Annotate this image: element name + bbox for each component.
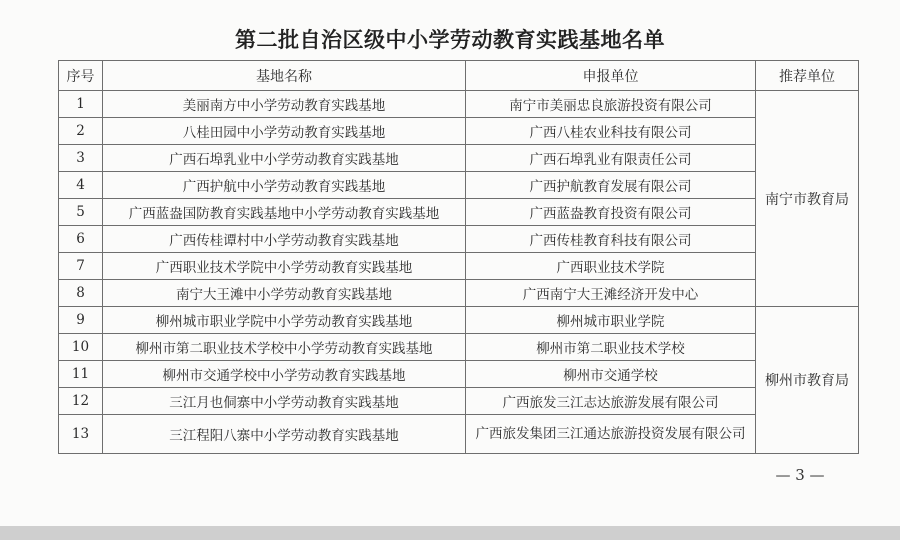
- table-header-row: [59, 61, 859, 91]
- applicant: 广西传桂教育科技有限公司: [466, 226, 756, 253]
- row-index: 2: [59, 118, 103, 145]
- base-name: 三江程阳八寨中小学劳动教育实践基地: [103, 415, 466, 454]
- base-name: 柳州市交通学校中小学劳动教育实践基地: [103, 361, 466, 388]
- row-index: 7: [59, 253, 103, 280]
- table-row: [59, 361, 859, 388]
- base-name: 广西职业技术学院中小学劳动教育实践基地: [103, 253, 466, 280]
- base-name: 广西蓝盎国防教育实践基地中小学劳动教育实践基地: [103, 199, 466, 226]
- applicant: 南宁市美丽忠良旅游投资有限公司: [466, 91, 756, 118]
- row-index: 12: [59, 388, 103, 415]
- table-row: [59, 253, 859, 280]
- applicant: 广西蓝盎教育投资有限公司: [466, 199, 756, 226]
- base-name: 三江月也侗寨中小学劳动教育实践基地: [103, 388, 466, 415]
- table-row: [59, 91, 859, 118]
- scan-bottom-edge: [0, 526, 900, 540]
- applicant: 广西南宁大王滩经济开发中心: [466, 280, 756, 307]
- base-name: 广西传桂谭村中小学劳动教育实践基地: [103, 226, 466, 253]
- table-row: [59, 145, 859, 172]
- table-row: [59, 172, 859, 199]
- row-index: 9: [59, 307, 103, 334]
- table-row: [59, 280, 859, 307]
- base-name: 广西护航中小学劳动教育实践基地: [103, 172, 466, 199]
- table-row: [59, 334, 859, 361]
- base-name: 柳州市第二职业技术学校中小学劳动教育实践基地: [103, 334, 466, 361]
- base-name: 南宁大王滩中小学劳动教育实践基地: [103, 280, 466, 307]
- applicant: 柳州市交通学校: [466, 361, 756, 388]
- applicant: 广西职业技术学院: [466, 253, 756, 280]
- applicant: 广西石埠乳业有限责任公司: [466, 145, 756, 172]
- table-row: [59, 307, 859, 334]
- applicant: 广西八桂农业科技有限公司: [466, 118, 756, 145]
- applicant: 广西旅发集团三江通达旅游投资发展有限公司: [466, 415, 756, 454]
- base-name: 广西石埠乳业中小学劳动教育实践基地: [103, 145, 466, 172]
- row-index: 10: [59, 334, 103, 361]
- header-applicant: 申报单位: [466, 61, 756, 91]
- row-index: 8: [59, 280, 103, 307]
- row-index: 4: [59, 172, 103, 199]
- row-index: 5: [59, 199, 103, 226]
- row-index: 11: [59, 361, 103, 388]
- page-title: 第二批自治区级中小学劳动教育实践基地名单: [235, 28, 665, 52]
- recommender-nanning: 南宁市教育局: [756, 91, 859, 307]
- table-row: [59, 226, 859, 253]
- applicant: 广西旅发三江志达旅游发展有限公司: [466, 388, 756, 415]
- row-index: 6: [59, 226, 103, 253]
- applicant: 柳州市第二职业技术学校: [466, 334, 756, 361]
- row-index: 3: [59, 145, 103, 172]
- row-index: 1: [59, 91, 103, 118]
- table-row: [59, 415, 859, 454]
- base-list-table: [58, 60, 859, 454]
- page-number: — 3 —: [775, 466, 825, 484]
- base-name: 八桂田园中小学劳动教育实践基地: [103, 118, 466, 145]
- table-row: [59, 388, 859, 415]
- recommender-liuzhou: 柳州市教育局: [756, 307, 859, 454]
- applicant: 广西护航教育发展有限公司: [466, 172, 756, 199]
- header-recommender: 推荐单位: [756, 61, 859, 91]
- table-row: [59, 199, 859, 226]
- header-index: 序号: [59, 61, 103, 91]
- header-base-name: 基地名称: [103, 61, 466, 91]
- base-name: 美丽南方中小学劳动教育实践基地: [103, 91, 466, 118]
- base-name: 柳州城市职业学院中小学劳动教育实践基地: [103, 307, 466, 334]
- applicant: 柳州城市职业学院: [466, 307, 756, 334]
- table-row: [59, 118, 859, 145]
- row-index: 13: [59, 415, 103, 454]
